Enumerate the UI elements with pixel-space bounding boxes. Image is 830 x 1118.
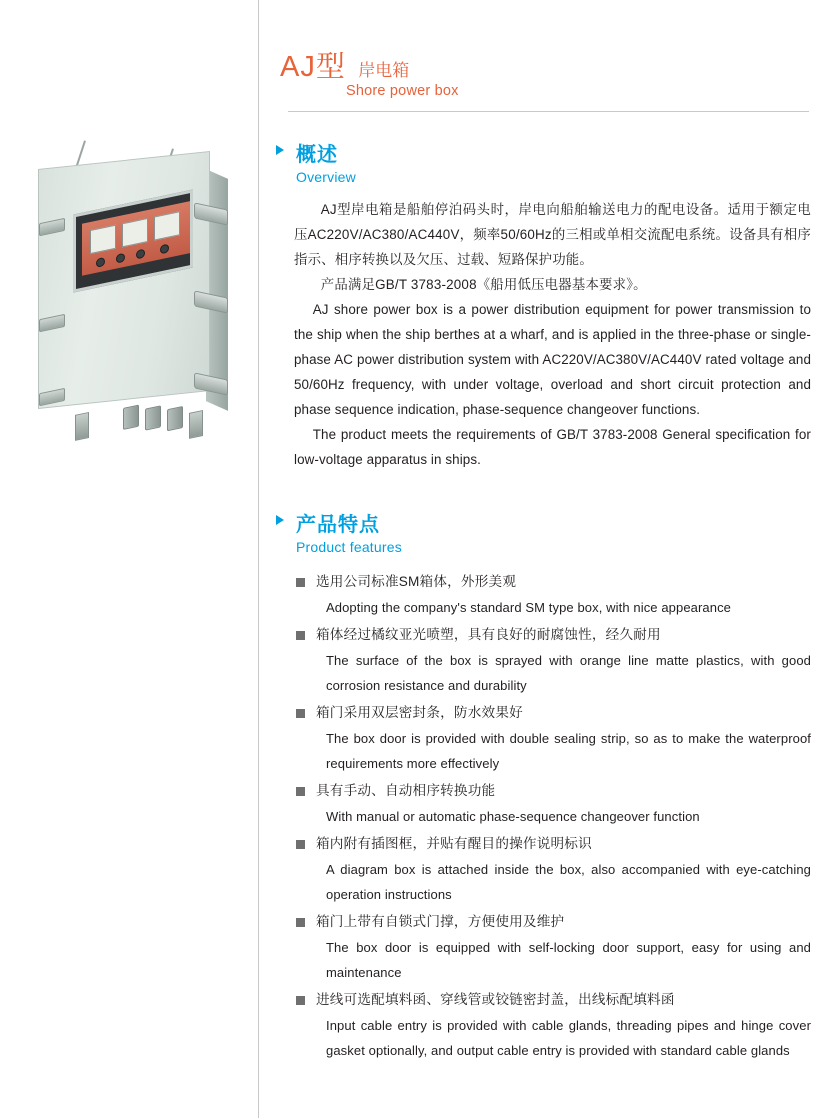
cabinet-foot [189, 410, 203, 439]
feature-label-cn: 箱门采用双层密封条，防水效果好 [316, 705, 523, 720]
cabinet-control-panel [82, 201, 190, 276]
feature-label-cn: 箱内附有插图框，并贴有醒目的操作说明标识 [316, 836, 592, 851]
cable-gland [123, 405, 139, 430]
section-heading-features [272, 508, 817, 555]
list-item [294, 831, 811, 907]
features-list [294, 569, 811, 1063]
square-bullet-icon [296, 631, 305, 640]
list-item [294, 987, 811, 1063]
overview-paragraph-en-1: AJ shore power box is a power distribution equipment for power transmission to the ship when the ship berthes at a wharf, and is applied in the three-phase or single-phase AC power distribution system with AC220V/AC380V/AC440V rated voltage and 50/60Hz frequency, with under voltage, overload and short circuit protection and phase sequence indication, phase-sequence changeover functions. [294, 302, 811, 417]
list-item [294, 909, 811, 985]
product-title-cn: 岸电箱 [358, 61, 410, 80]
feature-text-en: The box door is provided with double sealing strip, so as to make the waterproof requirements more effectively [326, 731, 811, 771]
product-photo [18, 140, 233, 440]
meter-icon [122, 218, 148, 247]
overview-paragraph-en-2: The product meets the requirements of GB/T 3783-2008 General specification for low-voltage apparatus in ships. [294, 427, 811, 467]
column-divider [258, 0, 259, 1118]
overview-paragraph-cn-2: 产品满足GB/T 3783-2008《船用低压电器基本要求》。 [320, 277, 647, 292]
square-bullet-icon [296, 787, 305, 796]
feature-text-en: The surface of the box is sprayed with orange line matte plastics, with good corrosion resistance and durability [326, 653, 811, 693]
list-item [294, 700, 811, 776]
overview-heading-en: Overview [296, 169, 356, 185]
knob-icon [116, 253, 125, 264]
cabinet-lifting-eye-left [76, 140, 86, 165]
feature-text-cn [294, 622, 811, 648]
list-item [294, 569, 811, 620]
knob-icon [160, 243, 169, 254]
feature-text-cn [294, 831, 811, 857]
cabinet-hinge [39, 388, 65, 406]
square-bullet-icon [296, 709, 305, 718]
knob-icon [96, 257, 105, 268]
meter-icon [154, 211, 180, 240]
feature-text-cn [294, 700, 811, 726]
feature-label-cn: 箱门上带有自锁式门撑，方便使用及维护 [316, 914, 565, 929]
feature-text-cn [294, 909, 811, 935]
cabinet-body [38, 151, 210, 409]
cable-gland [145, 405, 161, 430]
overview-body [272, 197, 817, 472]
feature-text-en: With manual or automatic phase-sequence changeover function [326, 809, 700, 824]
features-heading-cn: 产品特点 [296, 514, 380, 536]
product-title-en: Shore power box [346, 83, 459, 99]
feature-label-cn: 具有手动、自动相序转换功能 [316, 783, 496, 798]
cabinet-hinge [39, 314, 65, 332]
cabinet-foot [75, 412, 89, 441]
model-code: AJ型 [280, 51, 346, 83]
cabinet-window-frame [73, 189, 193, 292]
square-bullet-icon [296, 840, 305, 849]
product-image-column [0, 0, 258, 1118]
feature-text-en: Input cable entry is provided with cable glands, threading pipes and hinge cover gasket optionally, and output cable entry is provided with standard cable glands [326, 1018, 811, 1058]
feature-text-cn [294, 569, 811, 595]
list-item [294, 622, 811, 698]
overview-paragraph-cn-1: AJ型岸电箱是船舶停泊码头时，岸电向船舶输送电力的配电设备。适用于额定电压AC220V/AC380/AC440V，频率50/60Hz的三相或单相交流配电系统。设备具有相序指示、相序转换以及欠压、过载、短路保护功能。 [294, 202, 811, 267]
page-title [272, 0, 817, 112]
square-bullet-icon [296, 996, 305, 1005]
feature-text-cn [294, 987, 811, 1013]
triangle-right-icon [276, 515, 284, 525]
square-bullet-icon [296, 918, 305, 927]
knob-icon [136, 249, 145, 260]
cabinet-hinge [39, 218, 65, 236]
cable-gland [167, 406, 183, 431]
features-heading-en: Product features [296, 539, 402, 555]
feature-label-cn: 进线可选配填料函、穿线管或铰链密封盖，出线标配填料函 [316, 992, 675, 1007]
section-heading-overview [272, 138, 817, 185]
feature-label-cn: 箱体经过橘纹亚光喷塑，具有良好的耐腐蚀性，经久耐用 [316, 627, 661, 642]
feature-text-en: A diagram box is attached inside the box, also accompanied with eye-catching operation instructions [326, 862, 811, 902]
meter-icon [90, 225, 116, 254]
overview-heading-cn: 概述 [296, 144, 338, 166]
feature-label-cn: 选用公司标准SM箱体，外形美观 [316, 574, 517, 589]
triangle-right-icon [276, 145, 284, 155]
title-divider [288, 111, 809, 112]
feature-text-cn [294, 778, 811, 804]
feature-text-en: The box door is equipped with self-locking door support, easy for using and maintenance [326, 940, 811, 980]
feature-text-en: Adopting the company's standard SM type box, with nice appearance [326, 600, 731, 615]
square-bullet-icon [296, 578, 305, 587]
content-column [272, 0, 817, 1118]
list-item [294, 778, 811, 829]
